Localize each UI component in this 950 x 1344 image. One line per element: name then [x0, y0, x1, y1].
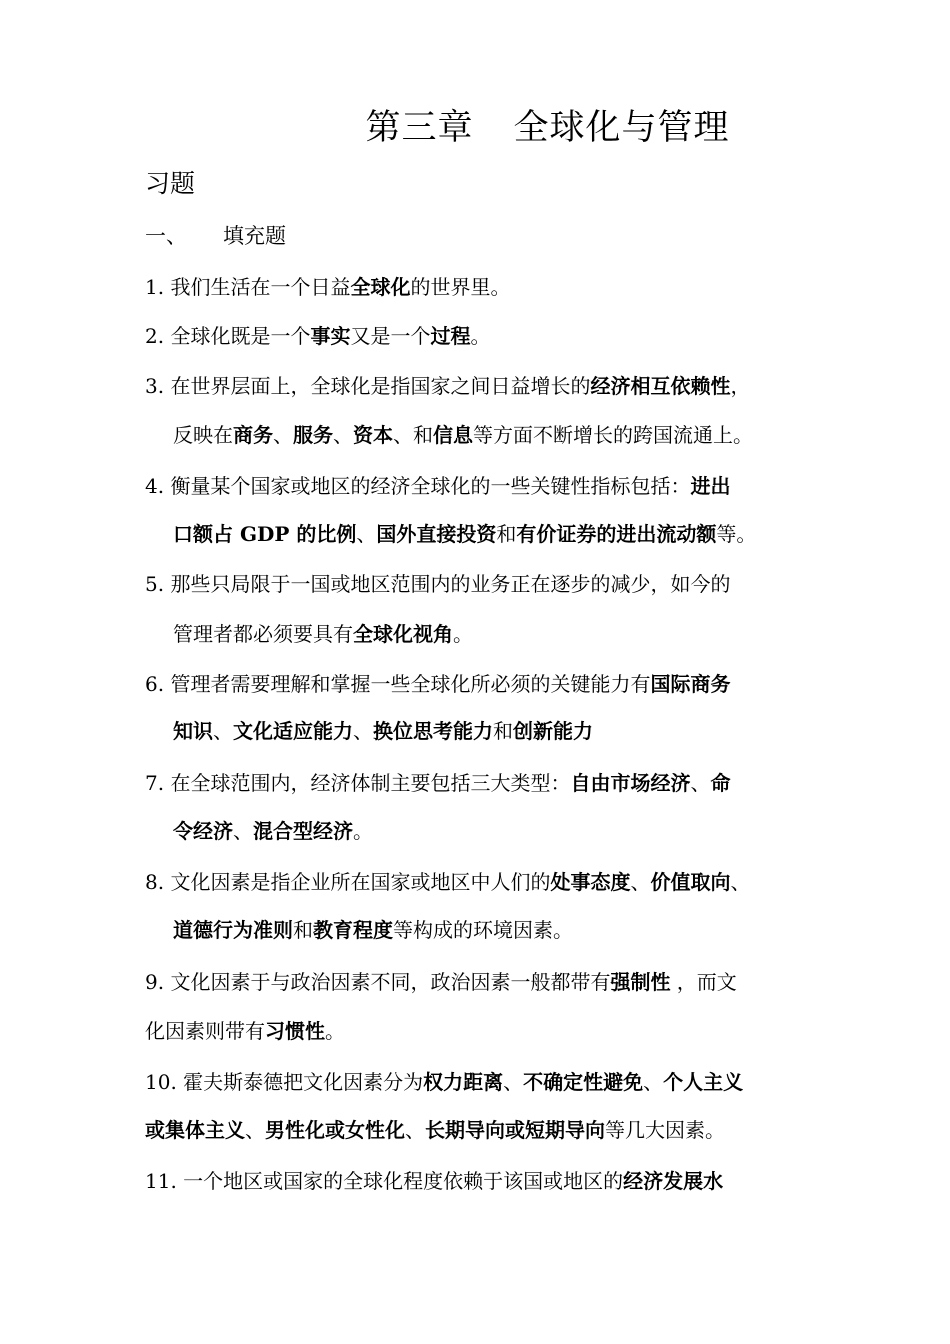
question-text: 、	[353, 719, 373, 743]
answer-text: 商务	[233, 423, 273, 447]
answer-text: 价值取向	[650, 870, 731, 894]
question-3-line-2	[173, 420, 753, 450]
answer-text: 令经济	[173, 819, 233, 843]
answer-text: 经济发展水	[623, 1169, 724, 1193]
answer-text: 国外直接投资	[376, 522, 497, 546]
answer-text: 过程	[430, 324, 471, 348]
answer-text: 强制性	[610, 970, 671, 994]
question-text: 6. 管理者需要理解和掌握一些全球化所必须的关键能力有	[145, 672, 651, 696]
question-text: 9. 文化因素于与政治因素不同，政治因素一般都带有	[145, 970, 611, 994]
question-text: 、	[356, 522, 377, 546]
question-text: 4. 衡量某个国家或地区的经济全球化的一些关键性指标包括：	[145, 474, 691, 498]
question-7-line-1	[145, 768, 730, 798]
question-text: ，	[730, 374, 751, 398]
question-text: 、	[245, 1118, 265, 1142]
question-text: 的世界里。	[410, 275, 511, 299]
question-text: 。	[325, 1019, 345, 1043]
answer-text: 进出	[690, 474, 731, 498]
answer-text: 资本	[353, 423, 393, 447]
question-text: 、	[233, 819, 253, 843]
answer-text: 权力距离	[423, 1070, 504, 1094]
answer-text: 事实	[310, 324, 351, 348]
question-2-line-1	[145, 321, 490, 351]
question-text: 等方面不断增长的跨国流通上。	[473, 423, 753, 447]
answer-text: 命	[710, 771, 731, 795]
answer-text: 经济相互依赖性	[590, 374, 731, 398]
answer-text: 创新能力	[513, 719, 593, 743]
answer-text: 教育程度	[313, 918, 393, 942]
answer-text: 不确定性避免	[523, 1070, 644, 1094]
chapter-name: 全球化与管理	[513, 108, 730, 148]
section-heading	[145, 220, 286, 250]
answer-text: 全球化视角	[353, 622, 453, 646]
chapter-title	[0, 100, 950, 150]
question-text: 11. 一个地区或国家的全球化程度依赖于该国或地区的	[145, 1169, 624, 1193]
question-text: 、	[630, 870, 651, 894]
question-7-line-2	[173, 816, 373, 846]
question-text: 、	[690, 771, 711, 795]
question-text: 、	[273, 423, 293, 447]
question-11-line-1	[145, 1166, 723, 1196]
question-9-line-1	[145, 967, 737, 997]
section-label: 填充题	[223, 224, 286, 248]
question-text: 和	[293, 918, 313, 942]
question-6-line-2	[173, 716, 593, 746]
answer-text: 知识	[173, 719, 213, 743]
answer-text: 有价证券的进出流动额	[516, 522, 717, 546]
question-text: 、	[213, 719, 233, 743]
answer-text: 处事态度	[550, 870, 631, 894]
answer-text: 习惯性	[265, 1019, 325, 1043]
question-3-line-1	[145, 371, 750, 401]
question-6-line-1	[145, 669, 730, 699]
question-text: 和	[493, 719, 513, 743]
question-text: 又是一个	[350, 324, 431, 348]
question-text: 、	[333, 423, 353, 447]
question-text: ，而文	[670, 970, 737, 994]
chapter-number: 第三章	[365, 108, 474, 148]
question-text: 8. 文化因素是指企业所在国家或地区中人们的	[145, 870, 551, 894]
question-text: 、	[643, 1070, 664, 1094]
question-5-line-2	[173, 619, 473, 649]
exercise-heading: 习题	[145, 169, 196, 198]
answer-text: 全球化	[350, 275, 411, 299]
question-text: 等构成的环境因素。	[393, 918, 573, 942]
answer-text: 长期导向或短期导向	[425, 1118, 605, 1142]
question-text: 等。	[716, 522, 757, 546]
question-9-line-2	[145, 1016, 345, 1046]
answer-text: 混合型经济	[253, 819, 353, 843]
question-text: 、	[503, 1070, 524, 1094]
question-text: 、	[405, 1118, 425, 1142]
question-text: 。	[453, 622, 473, 646]
answer-text: 信息	[433, 423, 473, 447]
answer-text: 服务	[293, 423, 333, 447]
answer-text: 道德行为准则	[173, 918, 293, 942]
question-text: 1. 我们生活在一个日益	[145, 275, 351, 299]
question-10-line-2	[145, 1115, 725, 1145]
question-text: 化因素则带有	[145, 1019, 265, 1043]
answer-text: 口额占 GDP 的比例	[173, 522, 357, 546]
question-text: 和	[496, 522, 517, 546]
question-text: 等几大因素。	[605, 1118, 725, 1142]
question-10-line-1	[145, 1067, 743, 1097]
answer-text: 国际商务	[650, 672, 731, 696]
question-8-line-1	[145, 867, 750, 897]
answer-text: 文化适应能力	[233, 719, 353, 743]
answer-text: 男性化或女性化	[265, 1118, 405, 1142]
question-4-line-2	[173, 519, 756, 549]
answer-text: 或集体主义	[145, 1118, 245, 1142]
question-1-line-1	[145, 272, 510, 302]
question-text: 反映在	[173, 423, 233, 447]
question-text: 、和	[393, 423, 433, 447]
question-text: 10. 霍夫斯泰德把文化因素分为	[145, 1070, 424, 1094]
answer-text: 自由市场经济	[570, 771, 691, 795]
question-text: 。	[470, 324, 491, 348]
question-text: 5. 那些只局限于一国或地区范围内的业务正在逐步的减少，如今的	[145, 572, 731, 596]
section-number: 一、	[145, 224, 187, 248]
question-text: 、	[730, 870, 751, 894]
question-5-line-1	[145, 569, 730, 599]
answer-text: 换位思考能力	[373, 719, 493, 743]
question-8-line-2	[173, 915, 573, 945]
question-4-line-1	[145, 471, 730, 501]
question-text: 7. 在全球范围内，经济体制主要包括三大类型：	[145, 771, 571, 795]
question-text: 管理者都必须要具有	[173, 622, 353, 646]
question-text: 。	[353, 819, 373, 843]
question-text: 3. 在世界层面上，全球化是指国家之间日益增长的	[145, 374, 591, 398]
answer-text: 个人主义	[663, 1070, 744, 1094]
question-text: 2. 全球化既是一个	[145, 324, 311, 348]
